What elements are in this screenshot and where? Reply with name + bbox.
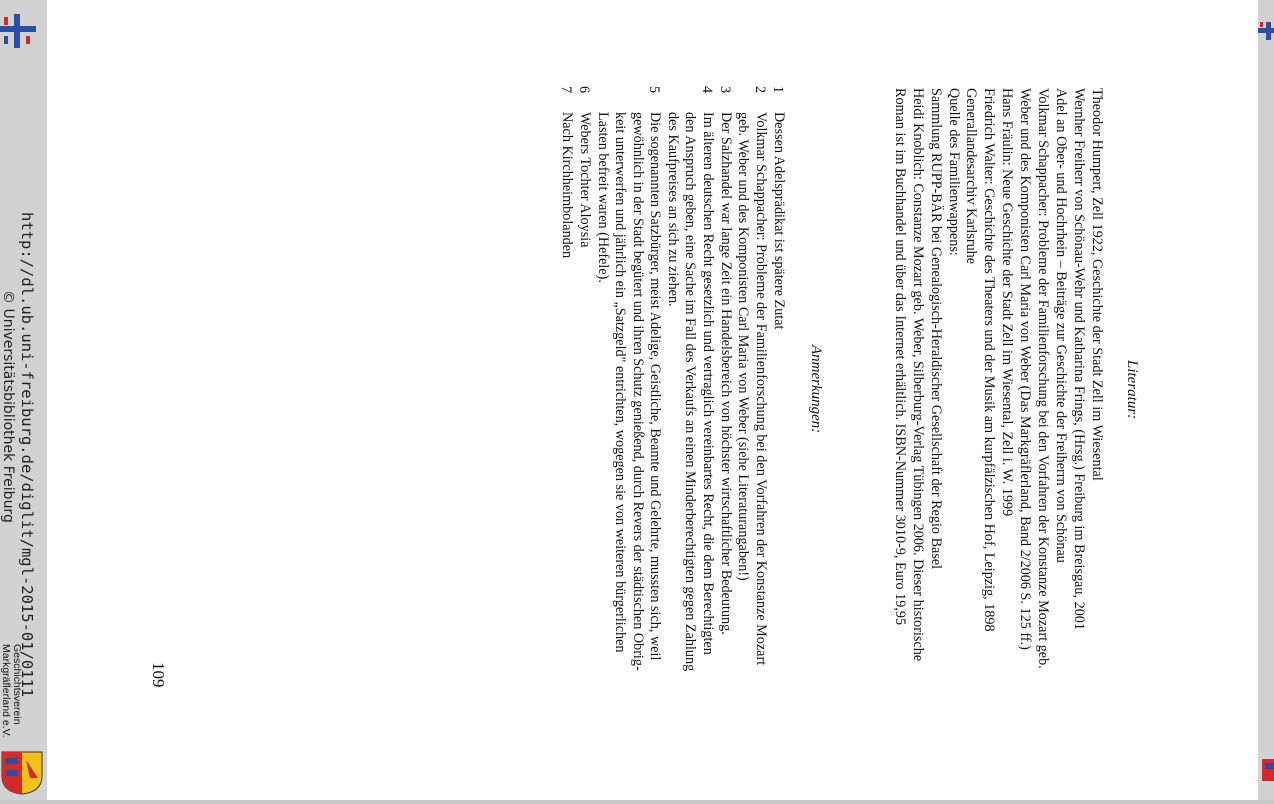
literature-line: Generallandesarchiv Karlsruhe	[963, 88, 979, 265]
literature-line: Volkmar Schappacher: Probleme der Familienforschung bei den Vorfahren der Konstanze Mozart geb.	[1035, 88, 1051, 669]
note-number: 2	[752, 86, 768, 94]
note-line: Die sogenannten Satzbürger, meist Adelige, Geistliche, Beamte und Gelehrte, mussten sich, weil	[647, 112, 663, 661]
literature-line: Quelle des Familienwappens:	[946, 88, 962, 256]
note-line: gewöhnlich in der Stadt begütert und ihren Schutz genießend, durch Revers der städtischen Obrig-	[630, 112, 646, 671]
note-line: geb. Weber und des Komponisten Carl Maria von Weber (siehe Literaturangaben!)	[735, 112, 751, 581]
note-number: 1	[770, 86, 786, 94]
literature-line: Theodor Humpert, Zell 1922, Geschichte der Stadt Zell im Wiesental	[1089, 88, 1105, 481]
note-line: des Kaufpreises an sich zu ziehen.	[665, 112, 681, 307]
right-sidebar	[1258, 0, 1274, 800]
university-library-logo-icon	[0, 12, 38, 50]
note-line: Nach Kirchheimbolanden	[559, 112, 575, 259]
right-logo-fragment-icon	[1258, 20, 1274, 42]
literature-line: Roman ist im Buchhandel und über das Internet erhältlich. ISBN-Nummer 3010-9, Euro 19,95	[892, 88, 908, 626]
organisation-name	[0, 644, 22, 804]
source-url[interactable]: http://dl.ub.uni-freiburg.de/diglit/mgl-2015-01/0111	[18, 212, 36, 698]
right-badge-icon	[1262, 755, 1274, 785]
literature-title: Literatur:	[1124, 360, 1140, 420]
note-line: keit unterwerfen und jährlich ein „Satzgeld" entrichten, wogegen sie von weiteren bürgerlichen	[612, 112, 628, 653]
notes-title: Anmerkungen:	[808, 345, 824, 434]
note-line: den Anspruch geben, eine Sache im Fall des Verkaufs an einen Minderberechtigten gegen Zahlung	[682, 112, 698, 672]
note-number: 7	[558, 86, 574, 94]
note-line: Webers Tochter Aloysia	[577, 112, 593, 248]
note-number: 4	[699, 86, 715, 94]
note-line: Volkmar Schappacher: Probleme der Familienforschung bei den Vorfahren der Konstanze Mozart	[753, 112, 769, 666]
literature-line: Sammlung RUPP-BÄR bei Genealogisch-Heraldischer Gesellschaft der Regio Basel	[928, 88, 944, 570]
note-number: 6	[576, 86, 592, 94]
note-line: Der Salzhandel war lange Zeit ein Handelsbereich von höchster wirtschaftlicher Bedeutung.	[718, 112, 734, 635]
copyright-notice: © Universitätsbibliothek Freiburg	[0, 290, 16, 523]
note-line: Dessen Adelsprädikat ist spätere Zutat	[771, 112, 787, 330]
page-number: 109	[149, 662, 168, 688]
note-line: Im älteren deutschen Recht gesetzlich und vertraglich vereinbartes Recht, die dem Berechtigten	[700, 112, 716, 655]
literature-line: Wernher Freiherr von Schönau-Wehr und Katharina Frings, (Hrsg.) Freiburg im Breisgau, 2001	[1071, 88, 1087, 630]
literature-line: Adel an Ober- und Hochrhein – Beiträge zur Geschichte der Freiherrn von Schönau	[1053, 88, 1069, 563]
note-number: 5	[646, 86, 662, 94]
organisation-line-1: Geschichtsverein	[11, 644, 23, 725]
literature-line: Friedrich Walter: Geschichte des Theaters und der Musik am kurpfälzischen Hof, Leipzig, 1898	[981, 88, 997, 632]
literature-line: Weber und des Komponisten Carl Maria von Weber (Das Markgräflerland, Band 2/2006 S. 125 ff.)	[1017, 88, 1033, 650]
organisation-line-2: Markgräflerland e.V.	[0, 644, 12, 738]
note-line: Lasten befreit waren (Hefele).	[595, 112, 611, 283]
note-number: 3	[717, 86, 733, 94]
literature-line: Heidi Knoblich: Constanze Mozart geb. Weber, Silberburg-Verlag Tübingen 2006. Dieser historische	[910, 88, 926, 662]
literature-line: Hans Fräulin: Neue Geschichte der Stadt Zell im Wiesental, Zell i. W. 1999	[999, 88, 1015, 517]
